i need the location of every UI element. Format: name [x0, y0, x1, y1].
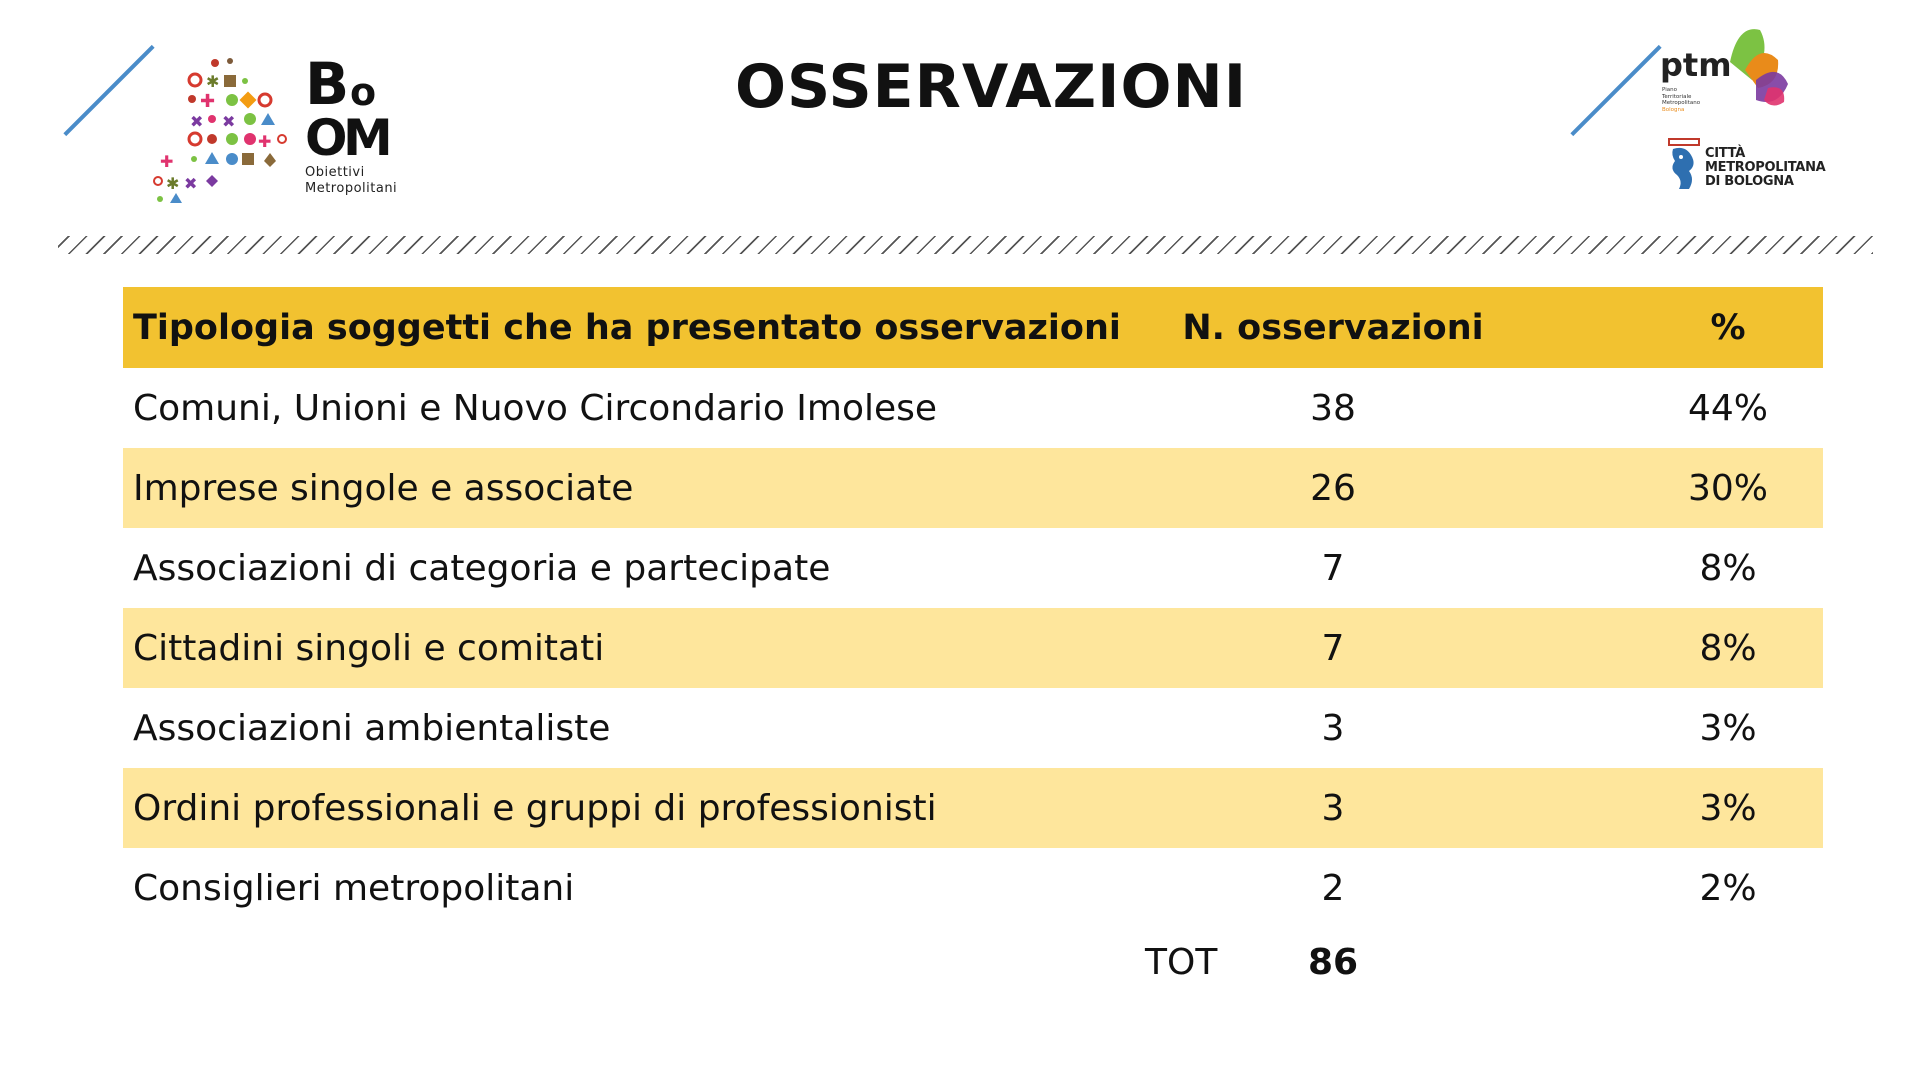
svg-text:✖: ✖ — [222, 112, 236, 131]
row-type: Cittadini singoli e comitati — [133, 627, 605, 669]
cm-line: DI BOLOGNA — [1705, 174, 1794, 189]
header-type: Tipologia soggetti che ha presentato osservazioni — [133, 307, 1121, 348]
boom-subtitle — [305, 165, 397, 197]
ptm-sub-line: Bologna — [1662, 106, 1685, 113]
cm-line: METROPOLITANA — [1705, 160, 1826, 175]
total-value: 86 — [1307, 942, 1359, 983]
row-pct: 44% — [1687, 387, 1768, 429]
cm-line: CITTÀ — [1705, 146, 1745, 161]
table-row — [123, 608, 1823, 688]
row-count: 3 — [1321, 787, 1345, 829]
table-header-row — [123, 287, 1823, 368]
ptm-sub-line: Territoriale — [1662, 93, 1692, 100]
boom-subtitle-line1: Obiettivi — [305, 165, 365, 180]
citta-metropolitana-logo — [1665, 135, 1826, 195]
citta-metropolitana-text — [1705, 147, 1825, 189]
ptm-sub-line: Piano — [1662, 87, 1677, 93]
ptm-wordmark: ptm — [1660, 46, 1732, 84]
boom-letter-m: M — [343, 109, 393, 167]
header-count: N. osservazioni — [1182, 307, 1484, 348]
boom-letter-o: O — [305, 109, 348, 167]
row-count: 3 — [1321, 707, 1345, 749]
ptm-logo — [1660, 22, 1790, 117]
row-pct: 8% — [1699, 547, 1757, 589]
row-pct: 2% — [1699, 867, 1757, 909]
page-title-text: OSSERVAZIONI — [734, 52, 1248, 122]
row-type: Imprese singole e associate — [133, 467, 634, 509]
svg-text:✚: ✚ — [258, 132, 272, 151]
svg-text:✚: ✚ — [200, 91, 216, 112]
boom-letter-o-small: o — [350, 70, 377, 114]
svg-text:✱: ✱ — [206, 72, 220, 91]
row-type: Ordini professionali e gruppi di professionisti — [133, 787, 937, 829]
svg-text:✖: ✖ — [190, 112, 204, 131]
row-count: 38 — [1310, 387, 1356, 429]
boom-subtitle-line2: Metropolitani — [305, 181, 398, 196]
table-row — [123, 688, 1823, 768]
ptm-subtitle — [1662, 87, 1700, 113]
row-type: Associazioni ambientaliste — [133, 707, 611, 749]
table-row — [123, 448, 1823, 528]
lion-crest-icon — [1665, 135, 1703, 195]
row-type: Comuni, Unioni e Nuovo Circondario Imolese — [133, 387, 938, 429]
row-pct: 3% — [1699, 787, 1757, 829]
header-pct: % — [1710, 307, 1746, 348]
hatched-divider — [58, 236, 1873, 254]
row-type: Consiglieri metropolitani — [133, 867, 575, 909]
table-row — [123, 848, 1823, 928]
svg-text:✱: ✱ — [166, 174, 180, 193]
row-pct: 30% — [1687, 467, 1768, 509]
table-row — [123, 768, 1823, 848]
ptm-sub-line: Metropolitano — [1662, 100, 1701, 106]
svg-text:✖: ✖ — [184, 174, 198, 193]
table-row — [123, 528, 1823, 608]
row-count: 2 — [1321, 867, 1345, 909]
svg-text:✚: ✚ — [160, 152, 174, 171]
row-type: Associazioni di categoria e partecipate — [133, 547, 831, 589]
row-count: 26 — [1310, 467, 1356, 509]
boom-letter-b: B — [305, 50, 350, 118]
row-pct: 8% — [1699, 627, 1757, 669]
row-count: 7 — [1321, 547, 1345, 589]
table-row — [123, 368, 1823, 448]
row-pct: 3% — [1699, 707, 1757, 749]
observations-table — [123, 287, 1823, 928]
total-label: TOT — [1145, 942, 1218, 983]
row-count: 7 — [1321, 627, 1345, 669]
page-title — [0, 52, 1920, 122]
